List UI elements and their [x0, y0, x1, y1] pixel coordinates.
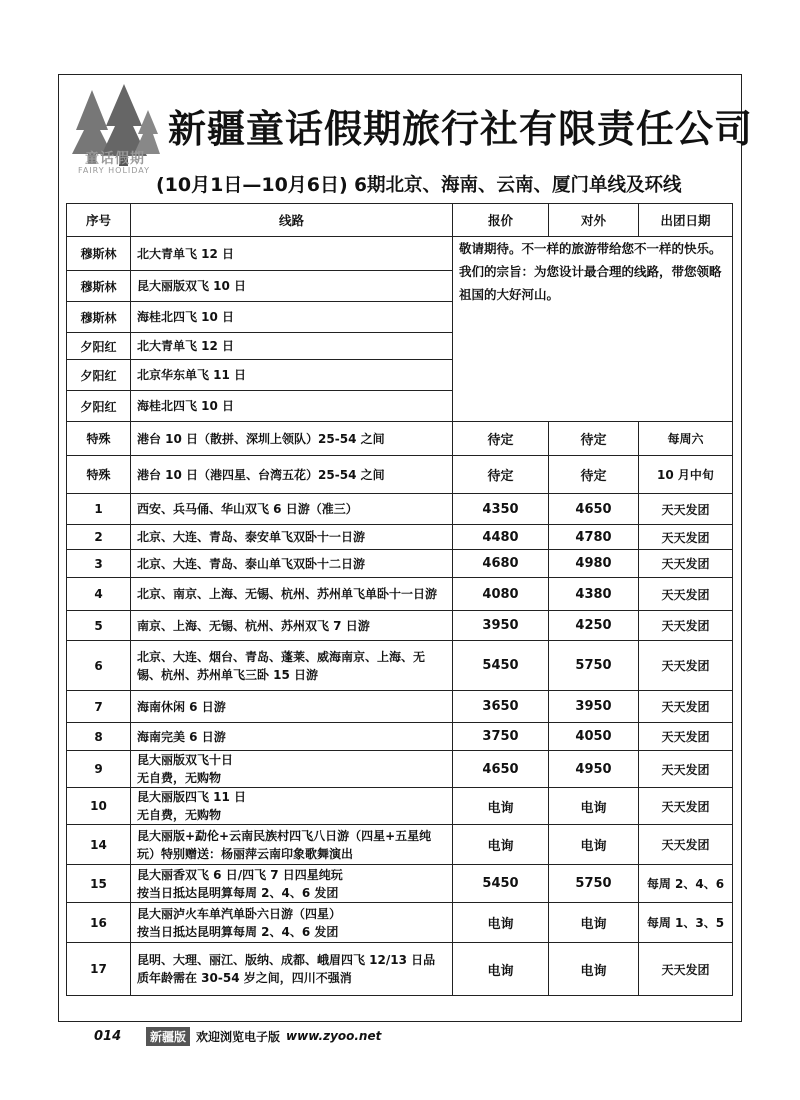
row-price: 电询	[453, 903, 549, 943]
page-number: 014	[94, 1028, 122, 1044]
row-external-price: 4380	[549, 578, 639, 611]
row-no: 夕阳红	[67, 360, 131, 391]
table-row	[67, 825, 733, 865]
row-no: 16	[67, 903, 131, 943]
row-external-price: 4950	[549, 751, 639, 788]
row-external-price: 电询	[549, 788, 639, 825]
row-no: 夕阳红	[67, 333, 131, 360]
row-route: 昆大丽版四飞 11 日 无自费，无购物	[131, 788, 453, 825]
row-route: 北京、南京、上海、无锡、杭州、苏州单飞单卧十一日游	[131, 578, 453, 611]
table-row	[67, 903, 733, 943]
row-departure: 天天发团	[639, 751, 733, 788]
table-row	[67, 865, 733, 903]
row-route: 昆明、大理、丽江、版纳、成都、峨眉四飞 12/13 日品质年龄需在 30-54 岁之间，四川不强消	[131, 943, 453, 996]
table-row	[67, 237, 733, 271]
footer	[94, 1027, 381, 1045]
row-external-price: 5750	[549, 865, 639, 903]
row-price: 电询	[453, 943, 549, 996]
header-external: 对外	[549, 204, 639, 237]
row-price: 电询	[453, 825, 549, 865]
row-external-price: 电询	[549, 903, 639, 943]
row-route: 海南休闲 6 日游	[131, 691, 453, 723]
row-price: 4480	[453, 525, 549, 550]
table-row	[67, 723, 733, 751]
row-no: 9	[67, 751, 131, 788]
row-departure: 天天发团	[639, 525, 733, 550]
row-no: 特殊	[67, 422, 131, 456]
row-price: 4080	[453, 578, 549, 611]
row-route: 昆大丽版双飞 10 日	[131, 271, 453, 302]
row-no: 5	[67, 611, 131, 641]
row-no: 1	[67, 494, 131, 525]
row-departure: 每周 1、3、5	[639, 903, 733, 943]
row-no: 6	[67, 641, 131, 691]
row-external-price: 电询	[549, 943, 639, 996]
row-external-price: 4780	[549, 525, 639, 550]
row-departure: 天天发团	[639, 578, 733, 611]
row-price: 5450	[453, 641, 549, 691]
row-route: 海桂北四飞 10 日	[131, 302, 453, 333]
row-departure: 每周六	[639, 422, 733, 456]
row-price: 待定	[453, 422, 549, 456]
row-route: 北大青单飞 12 日	[131, 333, 453, 360]
row-route: 海南完美 6 日游	[131, 723, 453, 751]
row-price: 电询	[453, 788, 549, 825]
table-row	[67, 456, 733, 494]
table-row	[67, 550, 733, 578]
logo-text: 童话假期	[85, 151, 145, 167]
row-route: 港台 10 日（港四星、台湾五花）25-54 之间	[131, 456, 453, 494]
edition-badge: 新疆版	[146, 1027, 190, 1046]
row-route: 海桂北四飞 10 日	[131, 391, 453, 422]
row-no: 穆斯林	[67, 237, 131, 271]
subtitle-dates: (10月1日—10月6日)	[156, 174, 348, 196]
row-departure: 每周 2、4、6	[639, 865, 733, 903]
row-route: 昆大丽泸火车单汽单卧六日游（四星） 按当日抵达昆明算每周 2、4、6 发团	[131, 903, 453, 943]
subtitle-text: 6期北京、海南、云南、厦门单线及环线	[354, 175, 682, 196]
row-price: 3650	[453, 691, 549, 723]
row-no: 14	[67, 825, 131, 865]
table-row	[67, 691, 733, 723]
row-no: 15	[67, 865, 131, 903]
itinerary-table	[66, 203, 733, 996]
table-row	[67, 788, 733, 825]
row-departure: 天天发团	[639, 550, 733, 578]
subtitle	[156, 170, 682, 197]
row-no: 4	[67, 578, 131, 611]
row-departure: 天天发团	[639, 641, 733, 691]
row-departure: 天天发团	[639, 788, 733, 825]
row-route: 昆大丽香双飞 6 日/四飞 7 日四星纯玩 按当日抵达昆明算每周 2、4、6 发团	[131, 865, 453, 903]
row-no: 穆斯林	[67, 271, 131, 302]
row-no: 特殊	[67, 456, 131, 494]
row-price: 4650	[453, 751, 549, 788]
row-no: 3	[67, 550, 131, 578]
row-external-price: 4980	[549, 550, 639, 578]
row-no: 10	[67, 788, 131, 825]
note-cell: 敬请期待。不一样的旅游带给您不一样的快乐。我们的宗旨：为您设计最合理的线路，带您领略祖国的大好河山。	[453, 237, 733, 422]
row-no: 8	[67, 723, 131, 751]
logo	[68, 82, 160, 190]
row-route: 西安、兵马俑、华山双飞 6 日游（准三）	[131, 494, 453, 525]
row-departure: 天天发团	[639, 611, 733, 641]
row-no: 夕阳红	[67, 391, 131, 422]
row-route: 北京、大连、青岛、泰山单飞双卧十二日游	[131, 550, 453, 578]
row-external-price: 电询	[549, 825, 639, 865]
table-row	[67, 751, 733, 788]
row-price: 3750	[453, 723, 549, 751]
row-no: 穆斯林	[67, 302, 131, 333]
row-departure: 天天发团	[639, 825, 733, 865]
table-row	[67, 578, 733, 611]
row-external-price: 5750	[549, 641, 639, 691]
header-price: 报价	[453, 204, 549, 237]
row-price: 5450	[453, 865, 549, 903]
row-price: 4350	[453, 494, 549, 525]
website-link[interactable]: www.zyoo.net	[286, 1029, 382, 1043]
row-route: 港台 10 日（散拼、深圳上领队）25-54 之间	[131, 422, 453, 456]
row-external-price: 4650	[549, 494, 639, 525]
table-row	[67, 525, 733, 550]
row-external-price: 4250	[549, 611, 639, 641]
welcome-text: 欢迎浏览电子版	[196, 1029, 281, 1044]
row-route: 北京华东单飞 11 日	[131, 360, 453, 391]
table-header-row	[67, 204, 733, 237]
row-external-price: 待定	[549, 456, 639, 494]
header-route: 线路	[131, 204, 453, 237]
row-external-price: 3950	[549, 691, 639, 723]
row-route: 北大青单飞 12 日	[131, 237, 453, 271]
row-route: 北京、大连、青岛、泰安单飞双卧十一日游	[131, 525, 453, 550]
row-price: 4680	[453, 550, 549, 578]
row-route: 南京、上海、无锡、杭州、苏州双飞 7 日游	[131, 611, 453, 641]
row-price: 待定	[453, 456, 549, 494]
row-price: 3950	[453, 611, 549, 641]
row-departure: 天天发团	[639, 723, 733, 751]
logo-subtext: FAIRY HOLIDAY	[77, 166, 151, 175]
table-row	[67, 641, 733, 691]
table-row	[67, 422, 733, 456]
company-title: 新疆童话假期旅行社有限责任公司	[168, 107, 754, 151]
row-no: 2	[67, 525, 131, 550]
row-no: 17	[67, 943, 131, 996]
header-date: 出团日期	[639, 204, 733, 237]
header-no: 序号	[67, 204, 131, 237]
row-departure: 天天发团	[639, 494, 733, 525]
row-departure: 天天发团	[639, 691, 733, 723]
row-departure: 天天发团	[639, 943, 733, 996]
row-route: 昆大丽版+勐伦+云南民族村四飞八日游（四星+五星纯玩）特别赠送：杨丽萍云南印象歌舞演出	[131, 825, 453, 865]
row-route: 昆大丽版双飞十日 无自费，无购物	[131, 751, 453, 788]
row-departure: 10 月中旬	[639, 456, 733, 494]
row-external-price: 待定	[549, 422, 639, 456]
table-row	[67, 494, 733, 525]
table-row	[67, 943, 733, 996]
row-route: 北京、大连、烟台、青岛、蓬莱、威海南京、上海、无锡、杭州、苏州单飞三卧 15 日游	[131, 641, 453, 691]
table-row	[67, 611, 733, 641]
row-external-price: 4050	[549, 723, 639, 751]
row-no: 7	[67, 691, 131, 723]
